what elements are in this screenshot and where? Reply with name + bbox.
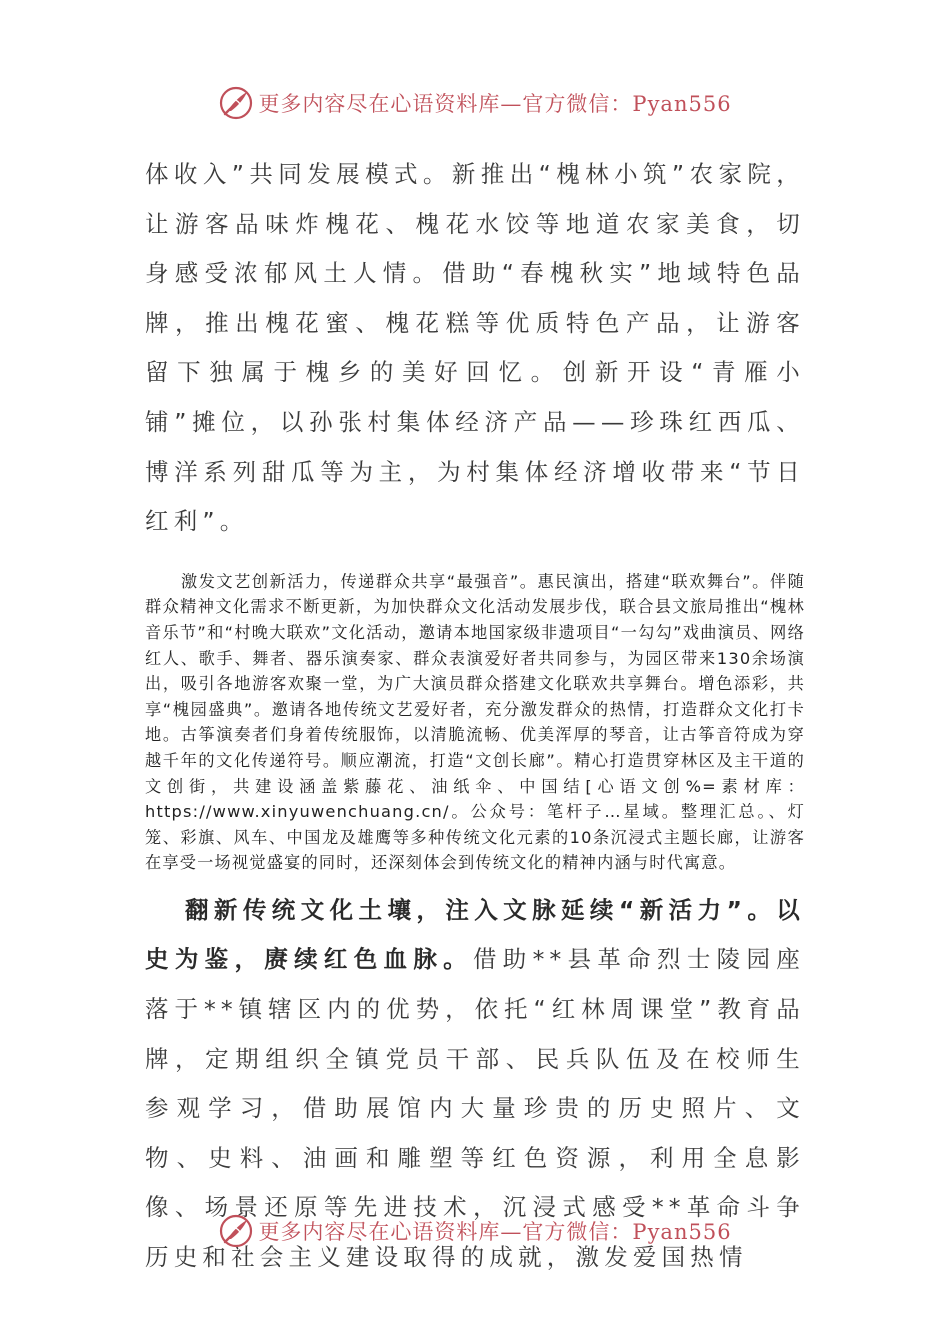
- paragraph-3-bold-lead: 翻新传统文化土壤，注入文脉延续“新活力”。以史为鉴，赓续红色血脉。: [145, 895, 805, 974]
- paragraph-1: 体收入”共同发展模式。新推出“槐林小筑”农家院，让游客品味炸槐花、槐花水饺等地道农家美食，切身感受浓郁风土人情。借助“春槐秋实”地域特色品牌，推出槐花蜜、槐花糕等优质特色产品，让游客留下独属于槐乡的美好回忆。创新开设“青雁小铺”摊位，以孙张村集体经济产品——珍珠红西瓜、博洋系列甜瓜等为主，为村集体经济增收带来“节日红利”。: [145, 160, 805, 536]
- document-body: [145, 150, 805, 1283]
- footer-banner: [0, 1206, 950, 1256]
- pen-nib-circle-icon: [218, 85, 254, 121]
- paragraph-3-text: 借助**县革命烈士陵园座落于**镇辖区内的优势，依托“红林周课堂”教育品牌，定期组织全镇党员干部、民兵队伍及在校师生参观学习，借助展馆内大量珍贵的历史照片、文物、史料、油画和雕塑等红色资源，利用全息影像、场景还原等先进技术，沉浸式感受**革命斗争历史和社会主义建设取得的成就，激发爱国热情: [145, 945, 805, 1272]
- header-banner-text: 更多内容尽在心语资料库—官方微信：Pyan556: [258, 92, 732, 116]
- header-banner: [0, 78, 950, 128]
- footer-banner-text: 更多内容尽在心语资料库—官方微信：Pyan556: [258, 1220, 732, 1244]
- paragraph-2: 激发文艺创新活力，传递群众共享“最强音”。惠民演出，搭建“联欢舞台”。伴随群众精神文化需求不断更新，为加快群众文化活动发展步伐，联合县文旅局推出“槐林音乐节”和“村晚大联欢”文化活动，邀请本地国家级非遗项目“一勾勾”戏曲演员、网络红人、歌手、舞者、器乐演奏家、群众表演爱好者共同参与，为园区带来130余场演出，吸引各地游客欢聚一堂，为广大演员群众搭建文化联欢共享舞台。增色添彩，共享“槐园盛典”。邀请各地传统文艺爱好者，充分激发群众的热情，打造群众文化打卡地。古筝演奏者们身着传统服饰，以清脆流畅、优美浑厚的琴音，让古筝音符成为穿越千年的文化传递符号。顺应潮流，打造“文创长廊”。精心打造贯穿林区及主干道的文创街，共建设涵盖紫藤花、油纸伞、中国结[心语文创%=素材库：https://www.xinyuwenchuang.cn/。公众号：笔杆子…星域。整理汇总。、灯笼、彩旗、风车、中国龙及雄鹰等多种传统文化元素的10条沉浸式主题长廊，让游客在享受一场视觉盛宴的同时，还深刻体会到传统文化的精神内涵与时代寓意。: [145, 571, 805, 873]
- pen-nib-circle-icon: [218, 1213, 254, 1249]
